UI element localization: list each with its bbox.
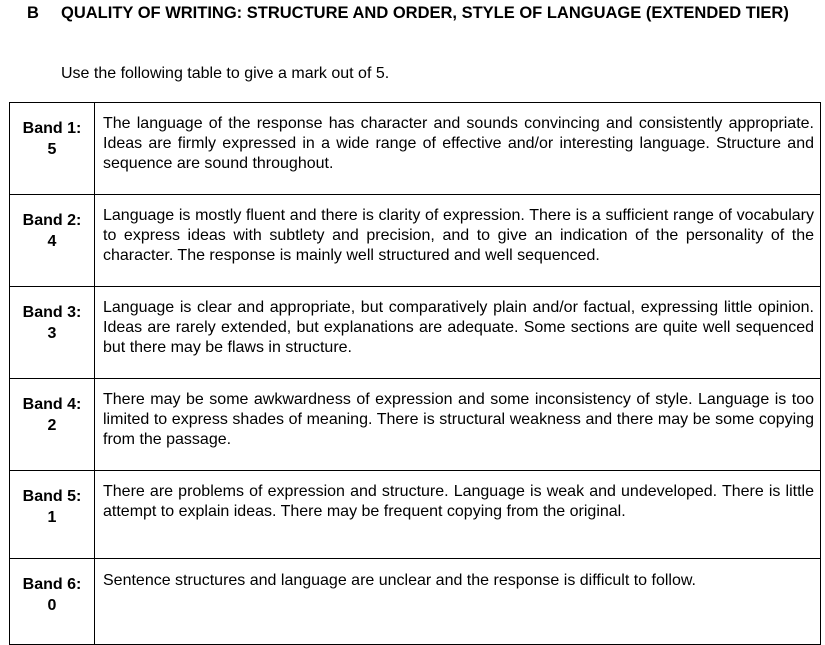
instruction-text: Use the following table to give a mark out of 5. [61, 65, 390, 82]
band-description: Language is clear and appropriate, but comparatively plain and/or factual, expressing little opinion. Ideas are rarely extended, but explanations are adequate. Some sections are quite well sequenced but there may be flaws in structure. [95, 287, 821, 379]
band-cell [10, 287, 95, 379]
table-row [10, 559, 821, 645]
band-label: Band 6: [22, 576, 82, 593]
band-cell [10, 379, 95, 471]
band-label: Band 3: [22, 304, 82, 321]
band-cell [10, 103, 95, 195]
band-label: Band 2: [22, 212, 82, 229]
section-letter: B [27, 4, 39, 22]
band-mark: 2 [47, 417, 57, 434]
section-heading [27, 4, 822, 23]
band-description: The language of the response has character and sounds convincing and consistently appropriate. Ideas are firmly expressed in a wide range of effective and/or interesting language. Structure and sequence are sound throughout. [95, 103, 821, 195]
table-row [10, 103, 821, 195]
band-label: Band 1: [22, 120, 82, 137]
band-cell [10, 195, 95, 287]
marking-rubric-table [9, 102, 821, 645]
band-cell [10, 559, 95, 645]
table-row [10, 287, 821, 379]
band-description: Sentence structures and language are unclear and the response is difficult to follow. [95, 559, 821, 645]
band-mark: 3 [47, 325, 57, 342]
band-description: There are problems of expression and structure. Language is weak and undeveloped. There is little attempt to explain ideas. There may be frequent copying from the original. [95, 471, 821, 559]
band-mark: 1 [47, 509, 57, 526]
table-row [10, 471, 821, 559]
table-row [10, 195, 821, 287]
table-row [10, 379, 821, 471]
band-label: Band 4: [22, 396, 82, 413]
band-mark: 0 [47, 597, 57, 614]
section-title: QUALITY OF WRITING: STRUCTURE AND ORDER, STYLE OF LANGUAGE (EXTENDED TIER) [61, 4, 789, 22]
band-cell [10, 471, 95, 559]
band-mark: 4 [47, 233, 57, 250]
band-description: There may be some awkwardness of expression and some inconsistency of style. Language is too limited to express shades of meaning. There is structural weakness and there may be some copying from the passage. [95, 379, 821, 471]
band-description: Language is mostly fluent and there is clarity of expression. There is a sufficient range of vocabulary to express ideas with subtlety and precision, and to give an indication of the personality of the character. The response is mainly well structured and well sequenced. [95, 195, 821, 287]
band-label: Band 5: [22, 488, 82, 505]
band-mark: 5 [47, 141, 57, 158]
